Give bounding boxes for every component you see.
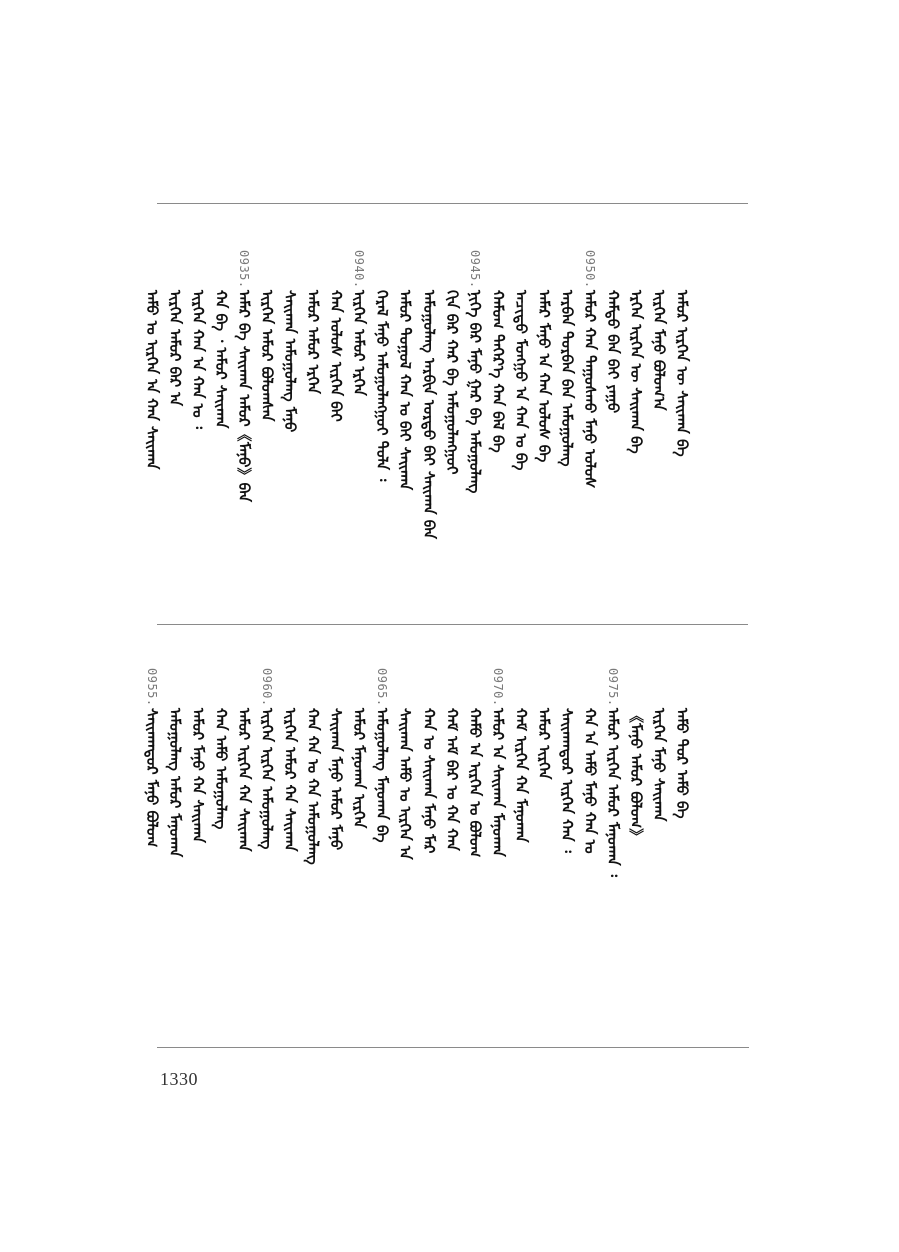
text-column xyxy=(605,668,621,877)
text-column xyxy=(236,668,252,852)
text-column xyxy=(582,250,598,488)
verse-line: ᠰᠠᠢᠬᠠᠨ ᠮᠠᠨᠤ ᠠᠮᠤᠷ ᠮᠠᠨᠤ xyxy=(327,708,346,851)
text-column xyxy=(536,668,552,779)
text-column xyxy=(421,668,437,853)
verse-line: ᠬᠠᠮᠲᠤ ᠪᠠᠨ ᠪᠠᠢ ᠶᠠᠭᠤ xyxy=(603,290,622,414)
verse-line: ᠨᠢᠭᠡ ᠪᠠᠷ ᠮᠠᠨᠤ ᠭᠠᠷ ᠪᠠ ᠠᠮᠤᠭᠤᠯᠠᠩ xyxy=(465,290,484,494)
verse-line: ᠢᠷᠭᠡᠨ ᠮᠠᠨᠤ ᠪᠤᠯᠤᠭ᠎ᠠ xyxy=(649,290,668,411)
verse-line: ᠠᠮᠤ ᠳᠤᠷ ᠠᠮᠤ ᠪᠠ xyxy=(673,708,691,819)
verse-line: ᠬᠠᠨ ᠬᠠ ᠤ ᠬᠠ ᠠᠮᠤᠭᠤᠯᠠᠩ xyxy=(304,708,323,865)
verse-line: ᠬᠠᠨ ᠤ ᠰᠠᠢᠬᠠᠨ ᠮᠠᠨᠤ ᠮᠠᠷ xyxy=(419,708,438,854)
verse-line: ᠢᠷᠭᠡᠨ ᠠᠮᠤᠷ ᠡᠷᠬᠡᠨ xyxy=(350,290,369,396)
line-number: 0960. xyxy=(260,668,275,707)
verse-line: ᠢᠷᠭᠡᠨ ᠠᠮᠤᠷ ᠪᠤᠯᠤᠭᠰᠠᠨ xyxy=(258,290,277,422)
line-number: 0965. xyxy=(375,668,390,707)
middle-rule xyxy=(157,624,748,625)
text-column xyxy=(190,668,206,843)
text-column xyxy=(374,668,390,843)
line-number: 0950. xyxy=(582,250,597,289)
line-number: 0935. xyxy=(237,250,252,289)
verse-line: ᠬᠠᠮ ᠢᠷᠭᠡᠨ ᠬᠠ ᠮᠠᠨᠤᠬᠠᠨ xyxy=(511,708,530,843)
text-column xyxy=(628,668,644,843)
verse-line: ᠰᠠᠢᠬᠠᠨ ᠠᠮᠤ ᠤ ᠢᠷᠭᠡᠨ ᠡᠨ xyxy=(396,708,415,860)
bottom-rule xyxy=(157,1047,749,1048)
verse-line: ᠠᠮᠤᠷ ᠠᠮᠤᠷ ᠡᠷᠬᠡᠨ xyxy=(304,290,323,394)
verse-line: ᠬᠠ ᠪᠠ ᠂ ᠠᠮᠤᠷ ᠰᠠᠢᠬᠠᠨ xyxy=(212,290,231,429)
line-number: 0940. xyxy=(352,250,367,289)
verse-line: ᠬᠠ ᠡᠨ ᠠᠮᠤ ᠮᠠᠨᠤ ᠬᠠᠨ ᠤ xyxy=(580,708,599,854)
text-column xyxy=(282,250,298,432)
text-column xyxy=(259,668,275,849)
top-rule xyxy=(157,203,748,204)
page-number: 1330 xyxy=(160,1069,198,1089)
verse-line: ᠰᠠᠢᠬᠠᠨᠳᠤᠷ ᠢᠷᠭᠡᠨ ᠬᠠᠨ ᠄ xyxy=(557,708,576,853)
text-column xyxy=(674,668,690,819)
verse-line: ᠰᠠᠢᠬᠠᠨᠳᠤᠷ ᠮᠠᠨᠤ ᠪᠤᠯᠤᠭ xyxy=(143,708,161,848)
verse-line: ᠬᠠᠮᠤᠭ ᠳᠡᠭᠡᠷ᠎ᠡ ᠬᠠᠨ ᠪᠠᠯ ᠪᠠ xyxy=(488,290,507,453)
verse-line: ᠬᠢᠨ ᠪᠠᠷ ᠬᠠᠷ ᠪᠠ ᠠᠮᠤᠭᠤᠯᠠᠩᠭᠤᠢ xyxy=(442,290,461,475)
text-column xyxy=(513,250,529,470)
line-number: 0955. xyxy=(145,668,159,707)
text-column xyxy=(490,668,506,857)
text-column xyxy=(167,250,183,406)
text-column xyxy=(305,668,321,865)
text-column xyxy=(351,250,367,396)
text-column xyxy=(167,668,183,857)
verse-line: ᠠᠮᠤᠷ ᠬᠠᠨ ᠳᠠᠭᠤᠰᠬᠤ ᠮᠠᠨᠤ ᠤᠯᠤᠰ xyxy=(580,290,599,489)
line-number: 0970. xyxy=(490,668,505,707)
verse-line: ᠢᠷᠭᠡᠨ ᠮᠠᠨᠤ ᠰᠠᠢᠬᠠᠨ xyxy=(649,708,668,822)
verse-line: ᠠᠮᠤᠷ ᠢᠷᠭᠡᠨ ᠬᠠ ᠰᠠᠢᠬᠠᠨ xyxy=(235,708,254,852)
verse-line: ᠠᠮᠤᠷ ᠢᠷᠭᠡᠨ ᠠᠮᠤᠷ ᠮᠠᠨᠤᠬᠠᠨ ᠄ xyxy=(603,708,622,877)
text-column xyxy=(282,668,298,852)
text-column xyxy=(651,250,667,411)
verse-line: ᠢᠷᠭᠡᠨ ᠢᠷᠭᠡᠨ ᠠᠮᠤᠭᠤᠯᠠᠩ xyxy=(258,708,277,850)
text-column xyxy=(397,668,413,860)
verse-line: ᠠᠮᠠᠷ ᠮᠠᠨᠤ ᠡᠨ ᠬᠠᠨ ᠤᠯᠤᠰ ᠪᠠ xyxy=(534,290,553,463)
verse-line: ᠬᠠᠨ ᠠᠮᠤ ᠠᠮᠤᠭᠤᠯᠠᠩ xyxy=(212,708,231,830)
text-column xyxy=(328,250,344,422)
verse-line: ᠢᠷᠭᠡᠨ ᠬᠠᠨ ᠡᠨ ᠬᠠᠨ ᠤ ᠄ xyxy=(189,290,208,429)
text-column xyxy=(397,250,413,490)
text-column xyxy=(490,250,506,453)
verse-line: ᠬᠠᠨ ᠤᠯᠤᠰ ᠢᠷᠭᠡᠨ ᠪᠠᠢ xyxy=(327,290,346,422)
verse-line: 《ᠮᠠᠨᠤ ᠠᠮᠤᠷ ᠪᠤᠯᠤᠭ》 xyxy=(626,708,645,844)
text-column xyxy=(559,668,575,853)
text-column xyxy=(582,668,598,854)
text-column xyxy=(236,250,252,502)
verse-line: ᠭᠡᠷᠡᠯ ᠮᠠᠨᠤ ᠠᠮᠤᠭᠤᠯᠠᠩᠭᠤᠢ ᠲᠤᠯᠠ ᠄ xyxy=(373,290,392,482)
text-column xyxy=(674,250,690,457)
line-number: 0975. xyxy=(605,668,620,707)
text-column xyxy=(305,250,321,394)
verse-line: ᠠᠮᠤᠭᠤᠯᠠᠩ ᠠᠮᠤᠷ ᠮᠠᠨᠤᠬᠠᠨ xyxy=(166,708,185,858)
text-column xyxy=(467,250,483,493)
verse-line: ᠢᠷᠭᠡᠨ ᠠᠮᠤᠷ ᠬᠠ ᠰᠠᠢᠬᠠᠨ xyxy=(281,708,300,852)
text-column xyxy=(605,250,621,413)
text-column xyxy=(536,250,552,462)
text-column xyxy=(444,250,460,475)
verse-line: ᠠᠮᠤᠷ ᠢᠷᠭᠡᠨ ᠦ ᠰᠠᠢᠬᠠᠨ ᠪᠠ xyxy=(673,290,691,457)
verse-line: ᠠᠮᠤᠷ ᠮᠠᠨᠤ ᠬᠠ ᠰᠠᠢᠬᠠᠨ xyxy=(189,708,208,843)
verse-line: ᠬᠠᠮᠤ ᠡᠨ ᠢᠷᠭᠡᠨ ᠤ ᠪᠤᠯᠤᠭ xyxy=(465,708,484,858)
verse-line: ᠠᠮᠤᠷ ᠡᠨ ᠰᠠᠢᠬᠠᠨ ᠮᠠᠨᠤᠬᠠᠨ xyxy=(488,708,507,857)
text-column xyxy=(444,668,460,851)
verse-line: ᠰᠠᠢᠬᠠᠨ ᠠᠮᠤᠭᠤᠯᠠᠩ ᠮᠠᠨᠤ xyxy=(281,290,300,433)
text-column xyxy=(259,250,275,421)
text-column xyxy=(559,250,575,467)
line-number: 0945. xyxy=(467,250,482,289)
text-column xyxy=(328,668,344,850)
verse-line: ᠠᠴᠢᠲᠤ ᠮᠤᠩᠭᠤ ᠡᠨ ᠬᠠᠨ ᠤ ᠪᠠ xyxy=(511,290,530,471)
text-column xyxy=(213,668,229,829)
text-column xyxy=(351,668,367,828)
verse-line: ᠠᠷᠪᠠᠨ ᠳᠤᠷᠪᠡᠨ ᠪᠠᠨ ᠠᠮᠤᠭᠤᠯᠠᠩ xyxy=(557,290,576,467)
text-column xyxy=(651,668,667,821)
verse-line: ᠠᠮᠤᠷ ᠮᠠᠨᠤᠬᠠᠨ ᠢᠷᠭᠡᠨ xyxy=(350,708,369,829)
text-column xyxy=(213,250,229,428)
verse-line: ᠠᠮᠤᠷ ᠢᠷᠭᠡᠨ xyxy=(534,708,553,780)
text-column xyxy=(628,250,644,454)
verse-line: ᠠᠮᠤ ᠤ ᠢᠷᠭᠡᠨ ᠡᠨ ᠬᠠᠨ ᠰᠠᠢᠬᠠᠨ xyxy=(143,290,161,470)
text-column xyxy=(190,250,206,429)
verse-line: ᠠᠮᠤᠭᠤᠯᠠᠩ ᠠᠷᠪᠢᠨ ᠤᠷᠲᠤ ᠪᠠᠢ ᠰᠠᠢᠬᠠᠨ ᠪᠠᠨ xyxy=(419,290,438,540)
verse-line: ᠢᠷᠭᠡᠨ ᠠᠮᠤᠷ ᠪᠠᠷ ᠡᠨ xyxy=(166,290,185,407)
text-column xyxy=(374,250,390,481)
text-column xyxy=(513,668,529,843)
verse-line: ᠠᠮᠠᠷ ᠪᠠ ᠰᠠᠢᠬᠠᠨ ᠠᠮᠤᠷ《ᠮᠠᠨᠤ》ᠪᠠᠨ xyxy=(235,290,254,503)
text-column xyxy=(421,250,437,539)
verse-line: ᠬᠠᠮ ᠠᠮ ᠪᠠᠷ ᠤ ᠬᠠ ᠬᠠᠨ xyxy=(442,708,461,851)
text-column xyxy=(467,668,483,857)
text-column xyxy=(144,668,160,847)
verse-line: ᠠᠮᠤᠷ ᠳᠤᠭᠤᠯ ᠬᠠᠨ ᠤ ᠪᠠᠢ ᠰᠠᠢᠬᠠᠨ xyxy=(396,290,415,491)
verse-line: ᠡᠷᠬᠡᠨ ᠢᠷᠭᠡᠨ ᠦ ᠰᠠᠢᠬᠠᠨ ᠪᠠ xyxy=(626,290,645,454)
verse-line: ᠠᠮᠤᠭᠤᠯᠠᠩ ᠮᠠᠨᠤᠬᠠᠨ ᠪᠠ xyxy=(373,708,392,843)
text-column xyxy=(144,250,160,469)
